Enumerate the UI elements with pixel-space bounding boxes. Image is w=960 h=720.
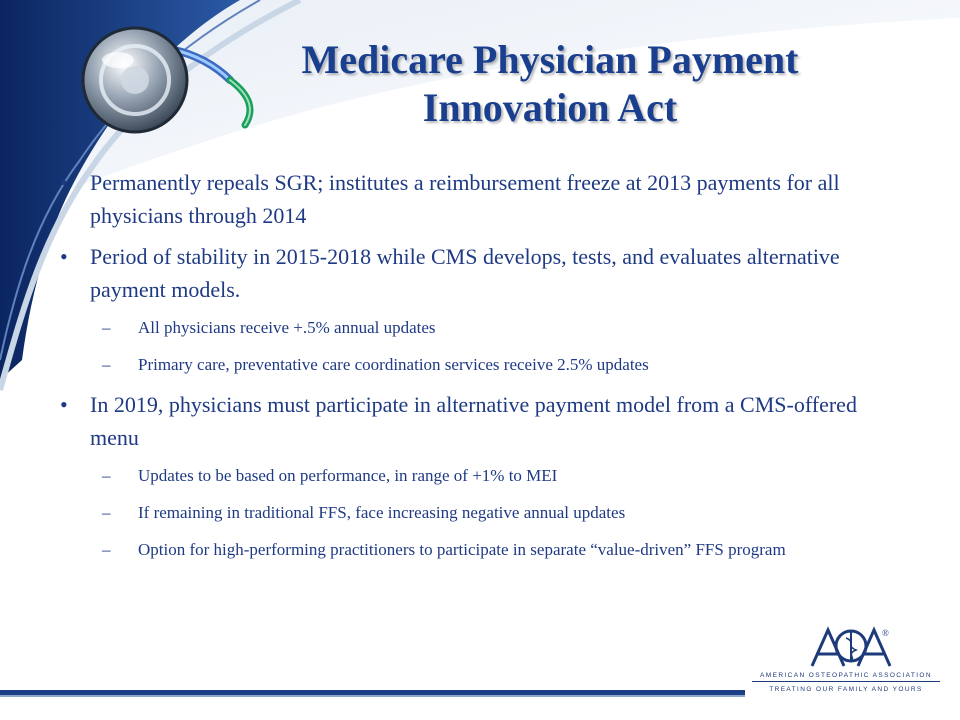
registered-mark: ® (882, 628, 889, 638)
bullet-item: • Permanently repeals SGR; institutes a reimbursement freeze at 2013 payments for all physicians through 2014 (58, 166, 888, 232)
page-title (150, 36, 950, 132)
bullet-item: • Period of stability in 2015-2018 while CMS develops, tests, and evaluates alternative payment models. (58, 240, 888, 306)
sub-bullet-text: Option for high-performing practitioners to participate in separate “value-driven” FFS program (138, 540, 786, 559)
logo-divider (752, 681, 940, 682)
sub-bullet-text: Primary care, preventative care coordination services receive 2.5% updates (138, 355, 649, 374)
sub-bullet-item (58, 499, 888, 526)
dash-marker: – (102, 355, 111, 374)
sub-bullet-item (58, 351, 888, 378)
logo-tagline: TREATING OUR FAMILY AND YOURS (769, 686, 923, 693)
sub-bullet-text: If remaining in traditional FFS, face increasing negative annual updates (138, 503, 626, 522)
dash-marker: – (102, 318, 111, 337)
dash-marker: – (102, 503, 111, 522)
slide-body (58, 166, 888, 573)
sub-bullet-text: All physicians receive +.5% annual updates (138, 318, 436, 337)
bottom-rule-shadow (0, 695, 745, 697)
title-line-1: Medicare Physician Payment (301, 37, 799, 82)
dash-marker: – (102, 540, 111, 559)
bottom-rule (0, 690, 745, 695)
aoa-logo-icon (752, 624, 940, 670)
aoa-logo (752, 624, 940, 700)
sub-bullet-item (58, 314, 888, 341)
sub-bullet-item (58, 536, 888, 563)
logo-org-name: AMERICAN OSTEOPATHIC ASSOCIATION (760, 672, 932, 679)
title-line-2: Innovation Act (422, 85, 678, 130)
bullet-item: • In 2019, physicians must participate in alternative payment model from a CMS-offered menu (58, 388, 888, 454)
sub-bullet-text: Updates to be based on performance, in range of +1% to MEI (138, 466, 558, 485)
sub-bullet-item (58, 462, 888, 489)
dash-marker: – (102, 466, 111, 485)
